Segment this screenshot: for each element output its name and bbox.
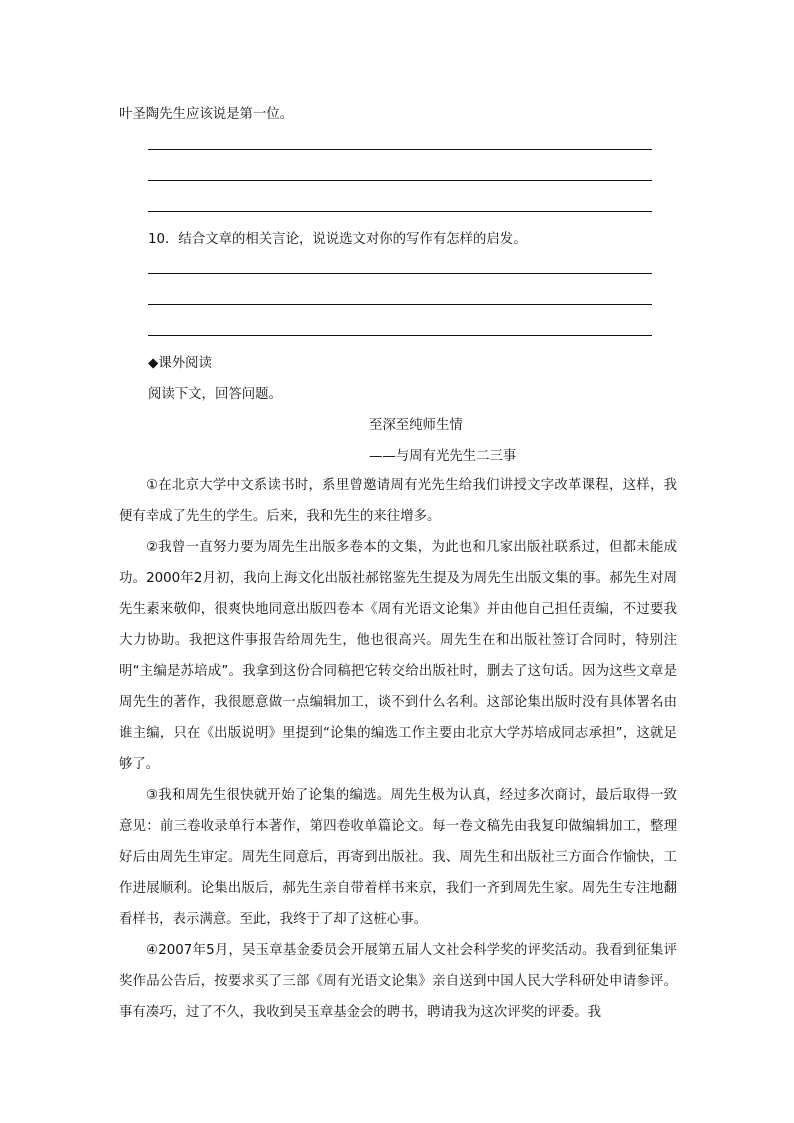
answer-line[interactable]	[148, 304, 652, 305]
answer-line[interactable]	[148, 335, 652, 336]
instruction: 阅读下文，回答问题。	[148, 387, 282, 402]
paragraph-3: ③我和周先生很快就开始了论集的编选。周先生极为认真，经过多次商讨，最后取得一致意见：前三卷收录单行本著作，第四卷收单篇论文。每一卷文稿先由我复印做编辑加工，整理好后由周先生审定。周先生同意后，再寄到出版社。我、周先生和出版社三方面合作愉快，工作进展顺利。论集出版后，郝先生亲自带着样书来京，我们一齐到周先生家。周先生专注地翻看样书，表示满意。至此，我终于了却了这桩心事。	[119, 788, 677, 927]
answer-line[interactable]	[148, 149, 652, 150]
paragraph-2: ②我曾一直努力要为周先生出版多卷本的文集，为此也和几家出版社联系过，但都未能成功。2000年2月初，我向上海文化出版社郝铭鉴先生提及为周先生出版文集的事。郝先生对周先生素来敬仰，很爽快地同意出版四卷本《周有光语文论集》并由他自己担任责编，不过要我大力协助。我把这件事报告给周先生，他也很高兴。周先生在和出版社签订合同时，特别注明“主编是苏培成”。我拿到这份合同稿把它转交给出版社时，删去了这句话。因为这些文章是周先生的著作，我很愿意做一点编辑加工，谈不到什么名利。这部论集出版时没有具体署名由谁主编，只在《出版说明》里提到“论集的编选工作主要由北京大学苏培成同志承担”，这就足够了。	[119, 540, 677, 772]
article-subtitle: ——与周有光先生二三事	[369, 449, 517, 464]
question-10: 10．结合文章的相关言论，说说选文对你的写作有怎样的启发。	[148, 232, 527, 247]
answer-line[interactable]	[148, 273, 652, 274]
paragraph-4: ④2007年5月，吴玉章基金委员会开展第五届人文社会科学奖的评奖活动。我看到征集评奖作品公告后，按要求买了三部《周有光语文论集》亲自送到中国人民大学科研处申请参评。事有凑巧，过了不久，我收到吴玉章基金会的聘书，聘请我为这次评奖的评委。我	[119, 943, 677, 1020]
answer-line[interactable]	[148, 180, 652, 181]
top-line: 叶圣陶先生应该说是第一位。	[119, 107, 294, 122]
article-title: 至深至纯师生情	[369, 418, 463, 433]
paragraph-1: ①在北京大学中文系读书时，系里曾邀请周有光先生给我们讲授文字改革课程，这样，我便有幸成了先生的学生。后来，我和先生的来往增多。	[119, 478, 677, 524]
answer-line[interactable]	[148, 211, 652, 212]
section-label: ◆课外阅读	[148, 356, 212, 371]
